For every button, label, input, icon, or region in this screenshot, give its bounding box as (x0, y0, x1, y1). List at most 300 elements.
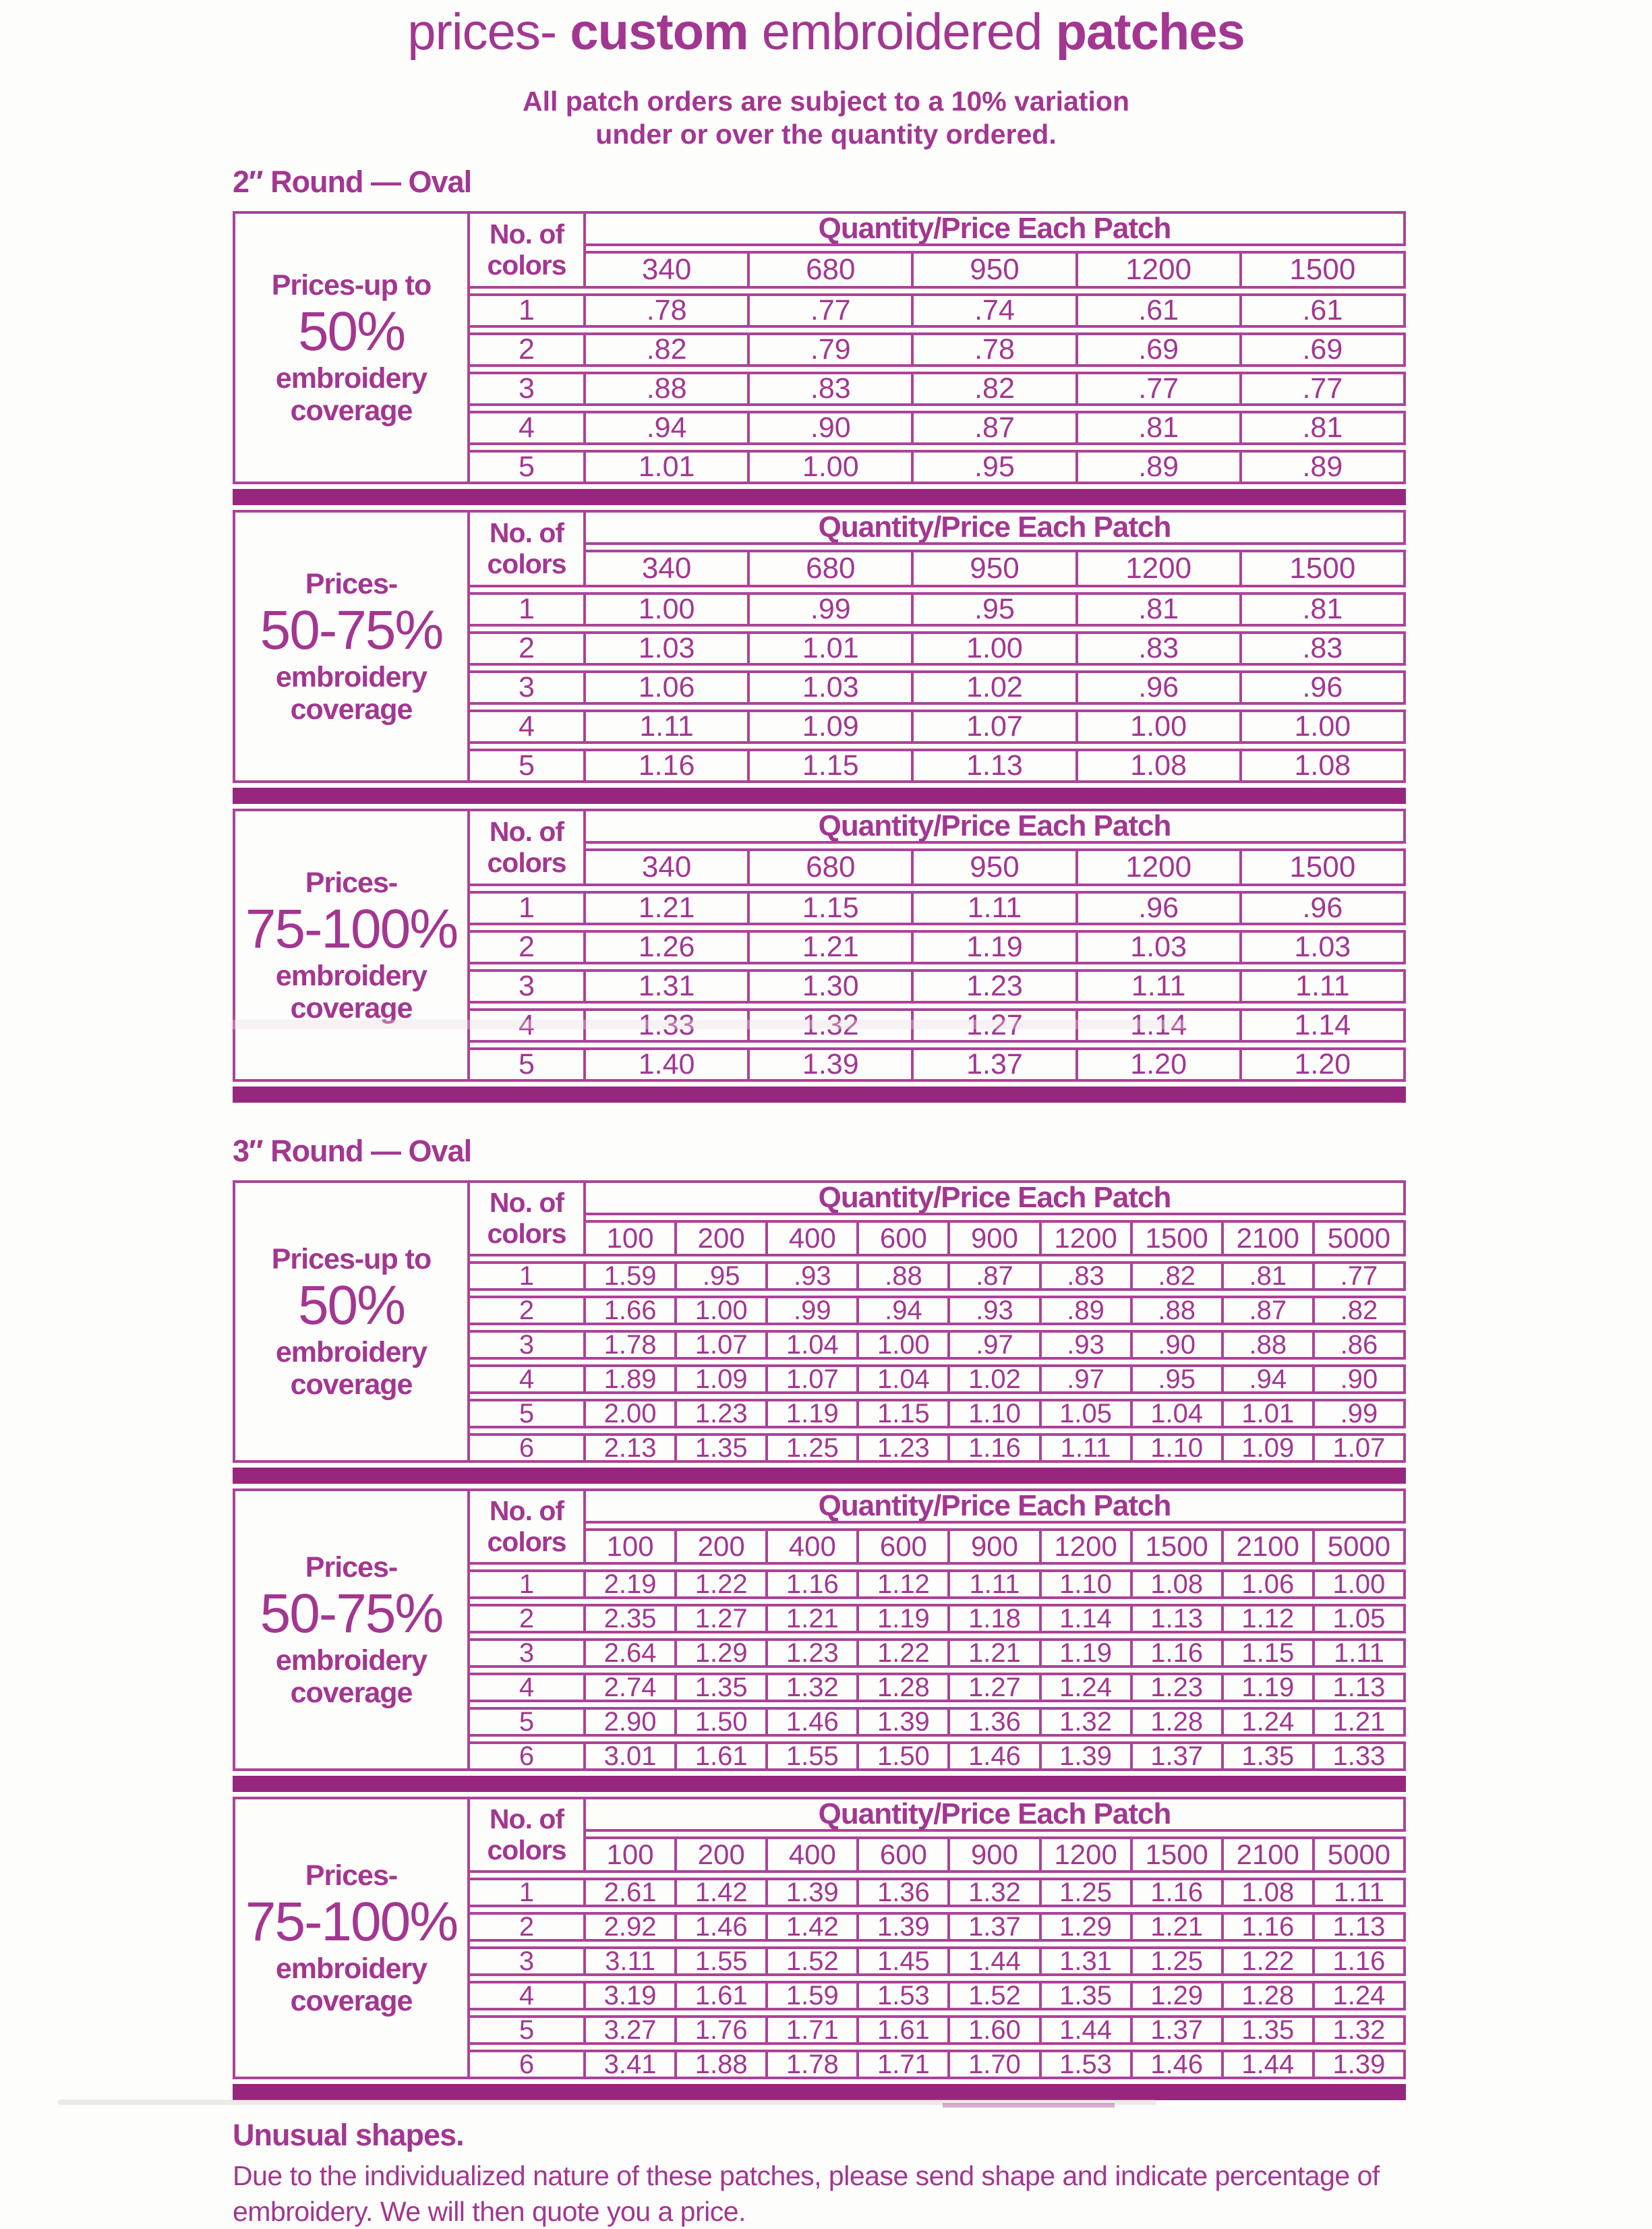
quantity-header-cell: 900 (950, 1836, 1041, 1873)
price-cell: 1.03 (750, 670, 914, 705)
price-cell: .99 (750, 592, 914, 627)
price-cell: 1.33 (1315, 1741, 1406, 1771)
price-cell: 1.27 (914, 1008, 1078, 1043)
price-cell: 1.29 (1133, 1981, 1224, 2010)
quantity-price-header: Quantity/Price Each Patch (586, 510, 1406, 545)
price-cell: 1.11 (1315, 1878, 1406, 1907)
price-cell: 1.26 (586, 930, 750, 964)
price-cell: 1.11 (950, 1569, 1041, 1599)
title-regular-2: embroidered (748, 3, 1056, 61)
price-cell: 1.13 (1133, 1604, 1224, 1633)
price-cell: 1.19 (859, 1604, 950, 1633)
color-count-cell: 3 (470, 670, 586, 705)
color-count-cell: 2 (470, 631, 586, 666)
price-cell: 1.39 (768, 1878, 859, 1907)
price-cell: 1.27 (950, 1673, 1041, 1702)
price-cell: 2.35 (586, 1604, 677, 1633)
unusual-shapes-line-1: Due to the individualized nature of these patches, please send shape and indicate percentage of (233, 2160, 1380, 2192)
price-cell: .94 (1224, 1364, 1315, 1394)
unusual-shapes-line-2: embroidery. We will then quote you a price. (233, 2195, 746, 2227)
coverage-suffix-line: coverage (290, 1676, 413, 1709)
price-cell: 3.41 (586, 2050, 677, 2079)
coverage-suffix-line: embroidery (275, 1952, 427, 1985)
price-cell: 1.70 (950, 2050, 1041, 2079)
price-cell: .90 (750, 411, 914, 445)
section-label: 3″ Round — Oval (233, 1134, 472, 1169)
price-cell: 1.06 (586, 670, 750, 705)
price-cell: 1.42 (768, 1912, 859, 1942)
coverage-suffix-line: coverage (290, 991, 413, 1024)
price-cell: 1.00 (1315, 1569, 1406, 1599)
price-cell: 1.14 (1042, 1604, 1133, 1633)
price-cell: 1.21 (1315, 1707, 1406, 1737)
price-cell: 1.23 (677, 1399, 768, 1428)
quantity-price-header: Quantity/Price Each Patch (586, 211, 1406, 246)
coverage-suffix-line: embroidery (275, 361, 427, 395)
price-cell: .89 (1078, 450, 1242, 484)
quantity-header-cell: 1200 (1042, 1528, 1133, 1565)
price-cell: 1.16 (950, 1433, 1041, 1463)
price-cell: .82 (914, 372, 1078, 406)
color-count-cell: 4 (470, 1364, 586, 1394)
coverage-intro: Prices-up to (271, 1242, 432, 1275)
price-cell: .61 (1078, 293, 1242, 328)
separator-bar (233, 1776, 1406, 1792)
price-cell: 1.13 (1315, 1912, 1406, 1942)
price-cell: 1.14 (1242, 1008, 1406, 1043)
color-count-cell: 4 (470, 411, 586, 445)
price-cell: .61 (1242, 293, 1406, 328)
price-cell: .99 (1315, 1399, 1406, 1428)
color-count-cell: 5 (470, 1047, 586, 1082)
price-cell: .87 (914, 411, 1078, 445)
price-cell: 1.16 (586, 749, 750, 783)
price-cell: 1.46 (768, 1707, 859, 1737)
price-cell: .93 (950, 1296, 1041, 1325)
section-label: 2″ Round — Oval (233, 165, 472, 200)
quantity-header-cell: 900 (950, 1528, 1041, 1565)
coverage-suffix-line: embroidery (275, 1644, 427, 1677)
price-cell: 1.37 (1133, 1741, 1224, 1771)
price-cell: 1.05 (1042, 1399, 1133, 1428)
coverage-label (233, 510, 470, 783)
quantity-price-header: Quantity/Price Each Patch (586, 809, 1406, 844)
price-cell: .88 (859, 1261, 950, 1291)
price-cell: .79 (750, 332, 914, 367)
price-table (233, 505, 1406, 788)
color-count-cell: 2 (470, 1604, 586, 1633)
price-cell: 1.23 (859, 1433, 950, 1463)
quantity-header-cell: 340 (586, 251, 750, 289)
quantity-header-cell: 950 (914, 848, 1078, 886)
separator-bar (233, 1087, 1406, 1103)
quantity-header-cell: 2100 (1224, 1528, 1315, 1565)
colors-header-line-2: colors (487, 1526, 566, 1557)
price-cell: 1.61 (677, 1741, 768, 1771)
price-cell: .77 (1078, 372, 1242, 406)
price-cell: 1.01 (750, 631, 914, 666)
price-cell: 1.08 (1133, 1569, 1224, 1599)
price-cell: 2.00 (586, 1399, 677, 1428)
separator-bar (233, 788, 1406, 804)
price-cell: .83 (1042, 1261, 1133, 1291)
price-cell: 1.13 (914, 749, 1078, 783)
price-cell: .87 (1224, 1296, 1315, 1325)
price-cell: 1.25 (1133, 1946, 1224, 1976)
price-cell: 1.23 (768, 1638, 859, 1668)
price-cell: 2.13 (586, 1433, 677, 1463)
coverage-label (233, 1488, 470, 1771)
quantity-header-cell: 900 (950, 1220, 1041, 1256)
price-cell: .83 (1242, 631, 1406, 666)
price-cell: .81 (1078, 411, 1242, 445)
variation-notice-line-1: All patch orders are subject to a 10% variation (522, 86, 1130, 117)
price-cell: .78 (914, 332, 1078, 367)
price-cell: 1.01 (1224, 1399, 1315, 1428)
price-cell: 1.16 (1315, 1946, 1406, 1976)
colors-column-header (470, 211, 586, 289)
price-cell: 1.25 (1042, 1878, 1133, 1907)
price-cell: 1.40 (586, 1047, 750, 1082)
price-cell: 1.44 (950, 1946, 1041, 1976)
price-cell: 1.52 (950, 1981, 1041, 2010)
price-cell: 1.02 (914, 670, 1078, 705)
price-cell: 1.11 (1078, 969, 1242, 1004)
color-count-cell: 3 (470, 1330, 586, 1360)
price-cell: 1.01 (586, 450, 750, 484)
quantity-header-cell: 5000 (1315, 1220, 1406, 1256)
colors-column-header (470, 1180, 586, 1256)
price-cell: 1.23 (1133, 1673, 1224, 1702)
quantity-header-cell: 950 (914, 550, 1078, 587)
price-cell: .93 (768, 1261, 859, 1291)
color-count-cell: 1 (470, 293, 586, 328)
price-cell: 1.89 (586, 1364, 677, 1394)
price-cell: 1.32 (1042, 1707, 1133, 1737)
price-cell: 1.39 (1042, 1741, 1133, 1771)
price-cell: 1.61 (859, 2015, 950, 2045)
price-cell: .95 (914, 592, 1078, 627)
separator-bar (233, 1468, 1406, 1484)
price-cell: .96 (1242, 891, 1406, 925)
price-cell: .97 (1042, 1364, 1133, 1394)
price-cell: .78 (586, 293, 750, 328)
price-cell: 1.28 (859, 1673, 950, 1702)
price-cell: 1.00 (586, 592, 750, 627)
quantity-header-cell: 680 (750, 848, 914, 886)
price-cell: 1.16 (1133, 1878, 1224, 1907)
unusual-shapes-heading: Unusual shapes. (233, 2118, 464, 2153)
price-cell: 1.27 (677, 1604, 768, 1633)
quantity-header-cell: 5000 (1315, 1836, 1406, 1873)
price-cell: 1.32 (750, 1008, 914, 1043)
color-count-cell: 2 (470, 1296, 586, 1325)
quantity-header-cell: 200 (677, 1528, 768, 1565)
price-cell: 1.19 (1042, 1638, 1133, 1668)
price-cell: 1.09 (750, 710, 914, 744)
price-cell: 1.20 (1242, 1047, 1406, 1082)
price-cell: .81 (1224, 1261, 1315, 1291)
price-cell: 1.04 (1133, 1399, 1224, 1428)
price-cell: 1.00 (859, 1330, 950, 1360)
price-cell: 1.32 (768, 1673, 859, 1702)
price-cell: 1.35 (677, 1433, 768, 1463)
price-cell: 3.19 (586, 1981, 677, 2010)
price-cell: 1.31 (1042, 1946, 1133, 1976)
price-cell: 1.16 (1133, 1638, 1224, 1668)
price-cell: .95 (914, 450, 1078, 484)
coverage-suffix-line: embroidery (275, 660, 427, 693)
price-cell: .89 (1042, 1296, 1133, 1325)
quantity-header-cell: 680 (750, 550, 914, 587)
price-cell: 1.21 (768, 1604, 859, 1633)
quantity-header-cell: 1200 (1078, 848, 1242, 886)
color-count-cell: 6 (470, 2050, 586, 2079)
section (233, 1134, 1406, 2100)
colors-column-header (470, 1797, 586, 1873)
colors-header-line-1: No. of (489, 517, 564, 548)
price-cell: 2.19 (586, 1569, 677, 1599)
price-cell: 1.03 (1242, 930, 1406, 964)
price-cell: .77 (750, 293, 914, 328)
price-cell: 1.44 (1224, 2050, 1315, 2079)
price-cell: 1.36 (859, 1878, 950, 1907)
price-cell: 1.15 (859, 1399, 950, 1428)
quantity-header-cell: 1500 (1133, 1528, 1224, 1565)
variation-notice (0, 85, 1652, 151)
price-cell: 1.71 (768, 2015, 859, 2045)
price-cell: .94 (859, 1296, 950, 1325)
scan-artifact-smudge (229, 1020, 1187, 1029)
coverage-range: 75-100% (245, 898, 458, 960)
variation-notice-line-2: under or over the quantity ordered. (595, 119, 1057, 150)
price-cell: 1.46 (950, 1741, 1041, 1771)
quantity-header-cell: 400 (768, 1836, 859, 1873)
title-bold-1: custom (570, 3, 748, 61)
quantity-header-cell: 200 (677, 1220, 768, 1256)
price-cell: 1.04 (768, 1330, 859, 1360)
price-cell: .99 (768, 1296, 859, 1325)
price-cell: 1.46 (1133, 2050, 1224, 2079)
price-cell: 1.44 (1042, 2015, 1133, 2045)
color-count-cell: 4 (470, 1981, 586, 2010)
price-cell: 1.08 (1242, 749, 1406, 783)
price-cell: .83 (1078, 631, 1242, 666)
price-cell: 1.35 (1224, 2015, 1315, 2045)
price-cell: 1.04 (859, 1364, 950, 1394)
coverage-range: 50% (297, 301, 405, 363)
price-cell: 1.03 (1078, 930, 1242, 964)
price-cell: .83 (750, 372, 914, 406)
coverage-label (233, 809, 470, 1082)
color-count-cell: 2 (470, 332, 586, 367)
price-cell: 1.19 (914, 930, 1078, 964)
price-cell: 1.53 (859, 1981, 950, 2010)
price-cell: 1.10 (1042, 1569, 1133, 1599)
coverage-range: 50-75% (260, 1583, 443, 1645)
price-cell: 1.15 (750, 891, 914, 925)
quantity-header-cell: 600 (859, 1528, 950, 1565)
quantity-header-cell: 100 (586, 1220, 677, 1256)
price-cell: 1.16 (768, 1569, 859, 1599)
price-cell: 1.39 (750, 1047, 914, 1082)
price-table (233, 1484, 1406, 1776)
quantity-price-header: Quantity/Price Each Patch (586, 1180, 1406, 1215)
price-cell: 1.11 (1242, 969, 1406, 1004)
quantity-header-cell: 1500 (1242, 550, 1406, 587)
price-cell: .96 (1078, 670, 1242, 705)
quantity-header-cell: 340 (586, 550, 750, 587)
price-cell: .81 (1242, 592, 1406, 627)
coverage-range: 50-75% (260, 600, 443, 662)
price-cell: 1.21 (586, 891, 750, 925)
quantity-header-cell: 600 (859, 1220, 950, 1256)
price-table (233, 1176, 1406, 1468)
color-count-cell: 6 (470, 1741, 586, 1771)
price-cell: 1.22 (677, 1569, 768, 1599)
price-cell: 1.39 (859, 1707, 950, 1737)
quantity-header-cell: 680 (750, 251, 914, 289)
price-cell: 1.10 (950, 1399, 1041, 1428)
price-cell: 2.90 (586, 1707, 677, 1737)
price-cell: 1.35 (1042, 1981, 1133, 2010)
price-cell: 1.07 (677, 1330, 768, 1360)
price-cell: 1.36 (950, 1707, 1041, 1737)
price-cell: 1.61 (677, 1981, 768, 2010)
price-cell: 1.35 (677, 1673, 768, 1702)
title-bold-2: patches (1055, 3, 1245, 61)
unusual-shapes-note (233, 2118, 1446, 2229)
price-cell: .96 (1078, 891, 1242, 925)
coverage-label (233, 1797, 470, 2079)
coverage-range: 50% (297, 1275, 405, 1337)
header-row (233, 211, 1406, 246)
price-cell: 1.19 (768, 1399, 859, 1428)
quantity-header-cell: 1200 (1078, 251, 1242, 289)
price-cell: 1.52 (768, 1946, 859, 1976)
price-cell: 1.59 (586, 1261, 677, 1291)
price-cell: .94 (586, 411, 750, 445)
colors-header-line-1: No. of (489, 218, 564, 250)
colors-header-line-1: No. of (489, 1186, 564, 1218)
price-table (233, 804, 1406, 1087)
price-cell: 1.05 (1315, 1604, 1406, 1633)
price-cell: 1.88 (677, 2050, 768, 2079)
price-cell: .74 (914, 293, 1078, 328)
price-cell: 1.24 (1315, 1981, 1406, 2010)
colors-header-line-2: colors (487, 548, 566, 579)
price-cell: 2.64 (586, 1638, 677, 1668)
color-count-cell: 1 (470, 1569, 586, 1599)
price-cell: 1.09 (1224, 1433, 1315, 1463)
color-count-cell: 1 (470, 1878, 586, 1907)
color-count-cell: 1 (470, 1261, 586, 1291)
colors-column-header (470, 809, 586, 886)
price-cell: .96 (1242, 670, 1406, 705)
quantity-header-cell: 1500 (1133, 1836, 1224, 1873)
price-cell: 1.07 (1315, 1433, 1406, 1463)
price-cell: 1.13 (1315, 1673, 1406, 1702)
price-cell: 2.74 (586, 1673, 677, 1702)
price-cell: 1.66 (586, 1296, 677, 1325)
price-cell: .88 (1133, 1296, 1224, 1325)
price-cell: 1.29 (677, 1638, 768, 1668)
price-cell: 1.55 (677, 1946, 768, 1976)
price-cell: 1.28 (1224, 1981, 1315, 2010)
price-cell: 1.12 (1224, 1604, 1315, 1633)
price-cell: .95 (677, 1261, 768, 1291)
price-cell: 1.35 (1224, 1741, 1315, 1771)
price-cell: 1.53 (1042, 2050, 1133, 2079)
price-cell: .69 (1242, 332, 1406, 367)
price-cell: 1.21 (750, 930, 914, 964)
colors-header-line-1: No. of (489, 1803, 564, 1834)
coverage-label (233, 211, 470, 484)
quantity-header-cell: 1200 (1042, 1836, 1133, 1873)
coverage-range: 75-100% (245, 1891, 458, 1953)
section (233, 165, 1406, 1103)
quantity-header-cell: 950 (914, 251, 1078, 289)
price-cell: 1.55 (768, 1741, 859, 1771)
price-cell: 1.11 (1042, 1433, 1133, 1463)
header-row (233, 809, 1406, 844)
color-count-cell: 5 (470, 1707, 586, 1737)
price-cell: .82 (1315, 1296, 1406, 1325)
price-sections (233, 165, 1406, 2100)
color-count-cell: 3 (470, 1946, 586, 1976)
price-cell: 1.32 (1315, 2015, 1406, 2045)
price-cell: 1.25 (768, 1433, 859, 1463)
price-cell: 1.14 (1078, 1008, 1242, 1043)
price-cell: 1.60 (950, 2015, 1041, 2045)
price-cell: .95 (1133, 1364, 1224, 1394)
price-cell: .88 (1224, 1330, 1315, 1360)
price-table (233, 206, 1406, 489)
quantity-header-cell: 1500 (1242, 251, 1406, 289)
page-title (0, 3, 1652, 61)
colors-header-line-2: colors (487, 1834, 566, 1865)
color-count-cell: 3 (470, 372, 586, 406)
quantity-header-cell: 400 (768, 1528, 859, 1565)
price-cell: 1.03 (586, 631, 750, 666)
coverage-suffix-line: embroidery (275, 959, 427, 992)
price-cell: 1.07 (914, 710, 1078, 744)
price-cell: .69 (1078, 332, 1242, 367)
quantity-header-cell: 1200 (1078, 550, 1242, 587)
price-cell: .97 (950, 1330, 1041, 1360)
price-cell: 2.61 (586, 1878, 677, 1907)
price-cell: .81 (1078, 592, 1242, 627)
price-cell: 1.21 (950, 1638, 1041, 1668)
price-cell: 1.45 (859, 1946, 950, 1976)
price-cell: 1.20 (1078, 1047, 1242, 1082)
price-cell: 1.19 (1224, 1673, 1315, 1702)
price-cell: 1.10 (1133, 1433, 1224, 1463)
price-cell: 1.00 (677, 1296, 768, 1325)
quantity-header-cell: 400 (768, 1220, 859, 1256)
quantity-header-cell: 5000 (1315, 1528, 1406, 1565)
price-cell: .90 (1315, 1364, 1406, 1394)
price-cell: .86 (1315, 1330, 1406, 1360)
price-cell: 1.71 (859, 2050, 950, 2079)
quantity-header-cell: 600 (859, 1836, 950, 1873)
color-count-cell: 4 (470, 710, 586, 744)
price-cell: .82 (586, 332, 750, 367)
color-count-cell: 5 (470, 2015, 586, 2045)
price-cell: 1.39 (859, 1912, 950, 1942)
price-cell: 1.50 (677, 1707, 768, 1737)
price-cell: 1.32 (950, 1878, 1041, 1907)
